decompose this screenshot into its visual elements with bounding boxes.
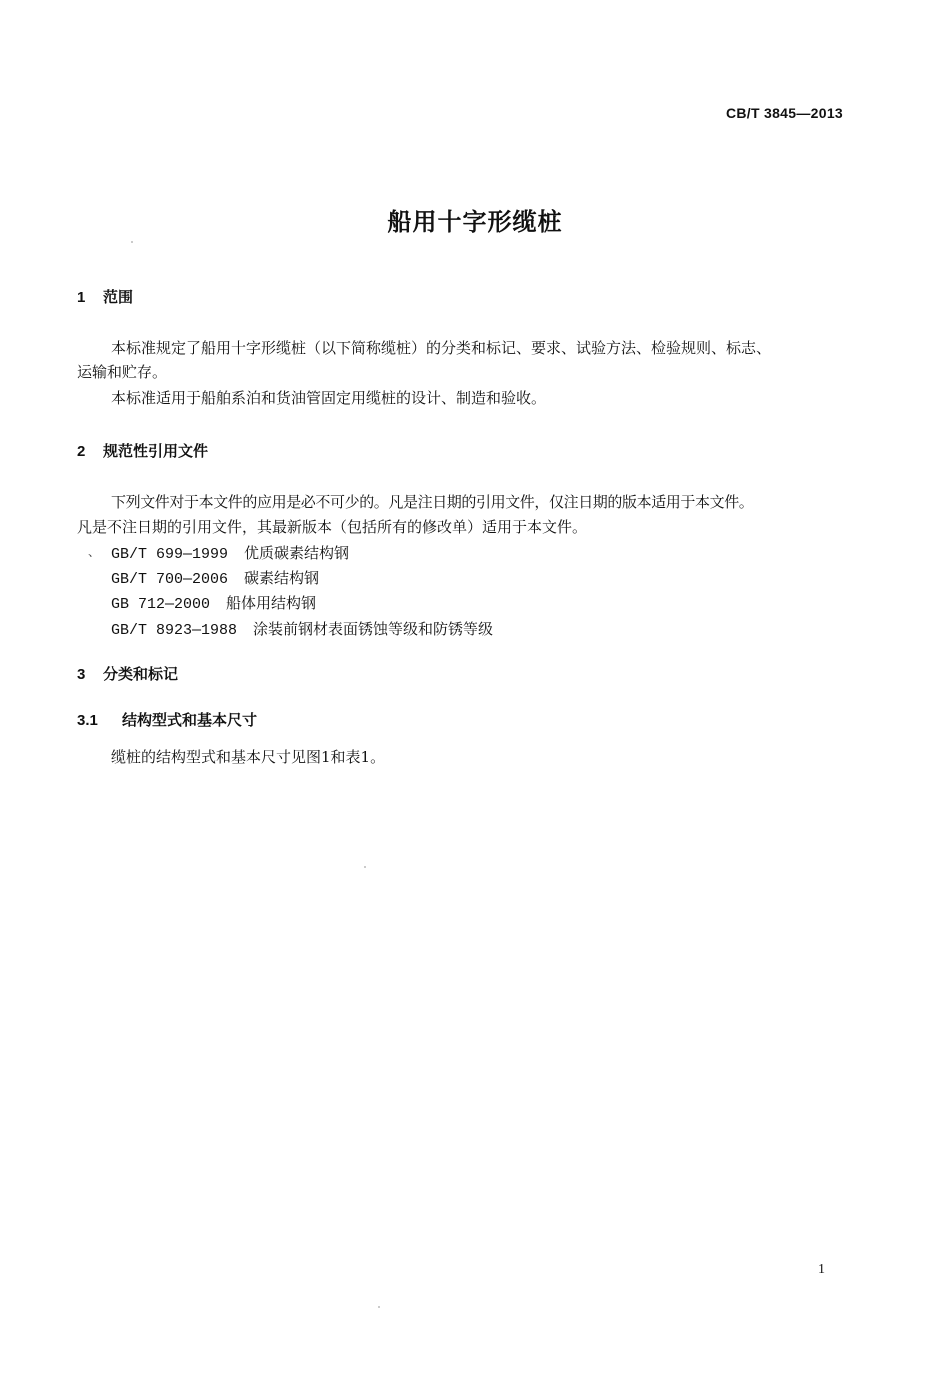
section-1-paragraph-1-line-2: 运输和贮存。 [77, 363, 168, 381]
section-2-paragraph-line-2: 凡是不注日期的引用文件，其最新版本（包括所有的修改单）适用于本文件。 [77, 518, 588, 536]
scan-speck [131, 241, 133, 243]
document-title: 船用十字形缆桩 [387, 208, 563, 236]
section-1-number: 1 [77, 289, 86, 306]
section-3-heading [77, 663, 178, 684]
reference-code: GB 712—2000 [111, 596, 211, 613]
section-3-title: 分类和标记 [103, 665, 179, 683]
section-1-title: 范围 [103, 288, 134, 306]
page-number: 1 [818, 1262, 825, 1277]
section-2-heading [77, 440, 208, 461]
section-2-number: 2 [77, 443, 86, 460]
reference-code: GB/T 700—2006 [111, 571, 229, 588]
reference-item [111, 542, 349, 563]
section-1-paragraph-2: 本标准适用于船舶系泊和货油管固定用缆桩的设计、制造和验收。 [111, 389, 547, 407]
section-3-number: 3 [77, 666, 86, 683]
reference-code: GB/T 8923—1988 [111, 622, 238, 639]
section-2-paragraph-line-1: 下列文件对于本文件的应用是必不可少的。凡是注日期的引用文件，仅注日期的版本适用于本文件。 [111, 493, 754, 511]
reference-title: 碳素结构钢 [244, 569, 320, 587]
scan-speck [378, 1306, 380, 1308]
reference-item [111, 618, 493, 639]
section-3-1-heading [77, 709, 257, 730]
section-3-1-title: 结构型式和基本尺寸 [122, 711, 258, 729]
reference-title: 优质碳素结构钢 [244, 544, 350, 562]
standard-code: CB/T 3845—2013 [725, 105, 843, 121]
section-1-heading [77, 286, 133, 307]
reference-title: 涂装前钢材表面锈蚀等级和防锈等级 [253, 620, 494, 638]
section-3-1-paragraph: 缆桩的结构型式和基本尺寸见图1和表1。 [111, 748, 386, 766]
section-1-paragraph-1-line-1: 本标准规定了船用十字形缆桩（以下简称缆桩）的分类和标记、要求、试验方法、检验规则、标志、 [111, 339, 772, 357]
scan-speck [364, 866, 366, 868]
bullet-mark: 、 [88, 545, 101, 559]
reference-title: 船体用结构钢 [226, 594, 317, 612]
reference-code: GB/T 699—1999 [111, 546, 229, 563]
reference-item [111, 567, 319, 588]
reference-item [111, 592, 316, 613]
section-2-title: 规范性引用文件 [103, 442, 209, 460]
section-3-1-number: 3.1 [77, 712, 98, 729]
